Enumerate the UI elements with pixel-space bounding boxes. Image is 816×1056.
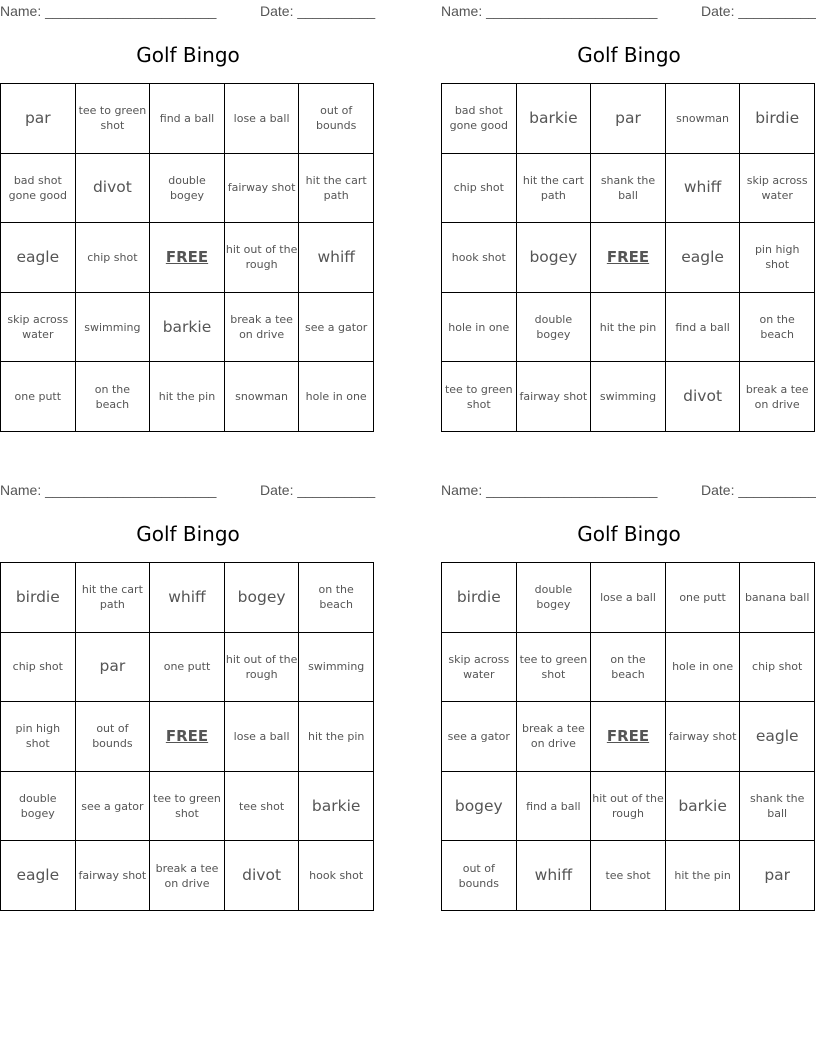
bingo-cell: bogey: [517, 223, 592, 293]
bingo-cell: skip across water: [442, 633, 517, 703]
bingo-grid: [441, 562, 815, 911]
bingo-cell: divot: [76, 154, 151, 224]
bingo-card-2: [441, 0, 816, 432]
bingo-cell: double bogey: [517, 563, 592, 633]
name-label: Name: ______________________: [441, 3, 658, 19]
bingo-cell: tee to green shot: [150, 772, 225, 842]
bingo-cell: par: [591, 84, 666, 154]
bingo-cell: hook shot: [299, 841, 374, 911]
bingo-cell: eagle: [1, 223, 76, 293]
bingo-cell: chip shot: [740, 633, 815, 703]
card-title: Golf Bingo: [136, 522, 240, 546]
bingo-cell: swimming: [591, 362, 666, 432]
bingo-cell: hit the pin: [299, 702, 374, 772]
bingo-cell: hit the pin: [591, 293, 666, 363]
bingo-cell: shank the ball: [591, 154, 666, 224]
bingo-cell: hit the cart path: [76, 563, 151, 633]
bingo-cell: hit out of the rough: [225, 223, 300, 293]
bingo-cell: double bogey: [150, 154, 225, 224]
bingo-cell: fairway shot: [517, 362, 592, 432]
bingo-cell: tee to green shot: [76, 84, 151, 154]
free-space-cell: FREE: [591, 223, 666, 293]
bingo-cell: hit the pin: [666, 841, 741, 911]
bingo-cell: swimming: [76, 293, 151, 363]
bingo-grid: [441, 83, 815, 432]
card-title: Golf Bingo: [577, 522, 681, 546]
bingo-cell: fairway shot: [76, 841, 151, 911]
name-label: Name: ______________________: [0, 3, 217, 19]
bingo-cell: swimming: [299, 633, 374, 703]
date-label: Date: __________: [701, 3, 816, 19]
bingo-cell: shank the ball: [740, 772, 815, 842]
free-space-cell: FREE: [150, 702, 225, 772]
bingo-cell: skip across water: [1, 293, 76, 363]
bingo-cell: break a tee on drive: [225, 293, 300, 363]
bingo-cell: chip shot: [442, 154, 517, 224]
bingo-cell: on the beach: [591, 633, 666, 703]
name-label: Name: ______________________: [0, 482, 217, 498]
bingo-cell: bogey: [225, 563, 300, 633]
bingo-cell: find a ball: [666, 293, 741, 363]
bingo-cell: tee shot: [225, 772, 300, 842]
bingo-card-4: [441, 479, 816, 911]
bingo-cell: on the beach: [740, 293, 815, 363]
bingo-cell: out of bounds: [299, 84, 374, 154]
bingo-cell: bad shot gone good: [442, 84, 517, 154]
bingo-cell: skip across water: [740, 154, 815, 224]
bingo-cell: birdie: [442, 563, 517, 633]
date-label: Date: __________: [701, 482, 816, 498]
card-title: Golf Bingo: [136, 43, 240, 67]
bingo-cell: hit out of the rough: [591, 772, 666, 842]
bingo-cell: par: [1, 84, 76, 154]
free-space-cell: FREE: [591, 702, 666, 772]
bingo-cell: one putt: [666, 563, 741, 633]
bingo-cell: barkie: [666, 772, 741, 842]
bingo-cell: hit the pin: [150, 362, 225, 432]
bingo-cell: whiff: [299, 223, 374, 293]
bingo-cell: one putt: [150, 633, 225, 703]
card-title: Golf Bingo: [577, 43, 681, 67]
bingo-card-3: [0, 479, 376, 911]
bingo-cell: whiff: [666, 154, 741, 224]
bingo-cell: eagle: [1, 841, 76, 911]
bingo-cell: find a ball: [150, 84, 225, 154]
bingo-cell: break a tee on drive: [517, 702, 592, 772]
bingo-cell: out of bounds: [76, 702, 151, 772]
bingo-cell: fairway shot: [666, 702, 741, 772]
bingo-cell: barkie: [299, 772, 374, 842]
bingo-cell: pin high shot: [740, 223, 815, 293]
bingo-cell: bad shot gone good: [1, 154, 76, 224]
bingo-cell: see a gator: [299, 293, 374, 363]
bingo-cell: hit the cart path: [517, 154, 592, 224]
bingo-cell: birdie: [740, 84, 815, 154]
bingo-cell: divot: [666, 362, 741, 432]
bingo-cell: chip shot: [1, 633, 76, 703]
date-label: Date: __________: [260, 3, 376, 19]
bingo-cell: banana ball: [740, 563, 815, 633]
bingo-cell: tee shot: [591, 841, 666, 911]
date-label: Date: __________: [260, 482, 376, 498]
bingo-cell: lose a ball: [225, 84, 300, 154]
bingo-cell: find a ball: [517, 772, 592, 842]
bingo-cell: birdie: [1, 563, 76, 633]
bingo-cell: fairway shot: [225, 154, 300, 224]
bingo-cell: one putt: [1, 362, 76, 432]
bingo-cell: lose a ball: [591, 563, 666, 633]
bingo-cell: whiff: [150, 563, 225, 633]
bingo-cell: eagle: [740, 702, 815, 772]
bingo-cell: lose a ball: [225, 702, 300, 772]
bingo-cell: hit the cart path: [299, 154, 374, 224]
bingo-cell: tee to green shot: [442, 362, 517, 432]
bingo-card-1: [0, 0, 376, 432]
bingo-cell: barkie: [517, 84, 592, 154]
bingo-cell: snowman: [666, 84, 741, 154]
bingo-cell: hole in one: [666, 633, 741, 703]
bingo-cell: eagle: [666, 223, 741, 293]
bingo-cell: divot: [225, 841, 300, 911]
free-space-cell: FREE: [150, 223, 225, 293]
bingo-cell: tee to green shot: [517, 633, 592, 703]
bingo-cell: break a tee on drive: [740, 362, 815, 432]
name-label: Name: ______________________: [441, 482, 658, 498]
bingo-cell: out of bounds: [442, 841, 517, 911]
bingo-cell: chip shot: [76, 223, 151, 293]
bingo-grid: [0, 562, 374, 911]
bingo-cell: whiff: [517, 841, 592, 911]
bingo-cell: barkie: [150, 293, 225, 363]
bingo-cell: break a tee on drive: [150, 841, 225, 911]
bingo-cell: hook shot: [442, 223, 517, 293]
bingo-cell: hole in one: [299, 362, 374, 432]
bingo-cell: bogey: [442, 772, 517, 842]
bingo-cell: see a gator: [442, 702, 517, 772]
bingo-cell: hole in one: [442, 293, 517, 363]
bingo-cell: on the beach: [76, 362, 151, 432]
bingo-grid: [0, 83, 374, 432]
bingo-cell: pin high shot: [1, 702, 76, 772]
bingo-cell: snowman: [225, 362, 300, 432]
bingo-cell: see a gator: [76, 772, 151, 842]
bingo-cell: double bogey: [517, 293, 592, 363]
bingo-cell: hit out of the rough: [225, 633, 300, 703]
bingo-cell: on the beach: [299, 563, 374, 633]
bingo-cell: double bogey: [1, 772, 76, 842]
bingo-cell: par: [76, 633, 151, 703]
bingo-cell: par: [740, 841, 815, 911]
